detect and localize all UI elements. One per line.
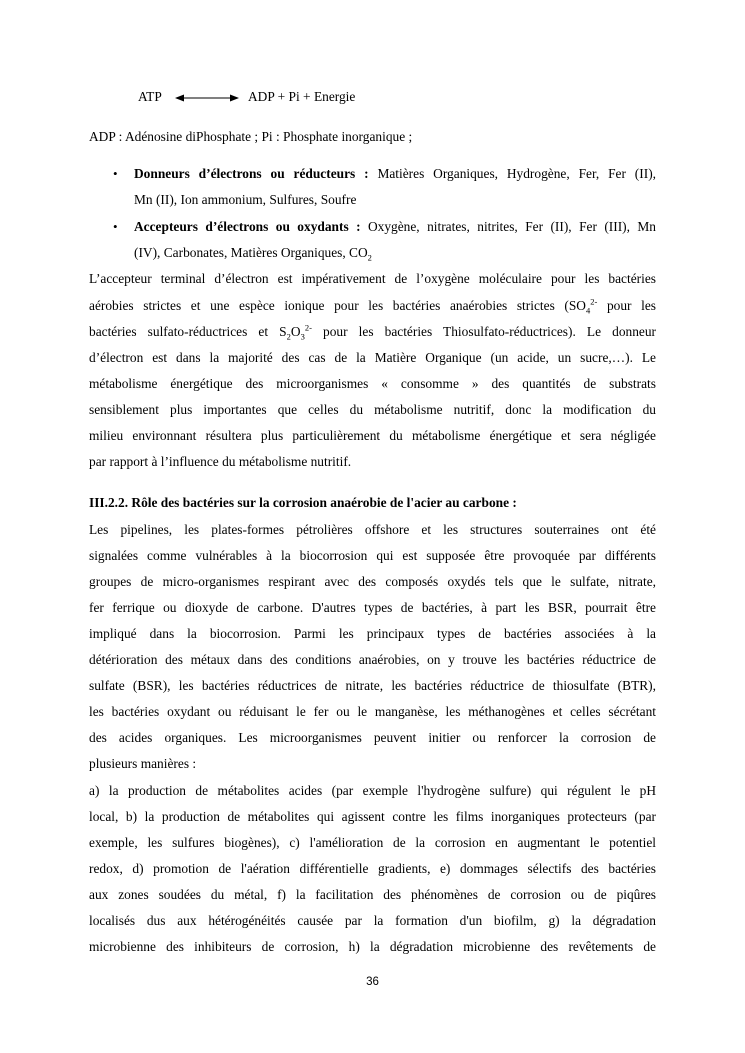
bullet-icon: • bbox=[113, 166, 118, 181]
section-heading: III.2.2. Rôle des bactéries sur la corrosion anaérobie de l'acier au carbone : bbox=[89, 495, 517, 510]
para2-line: des acides organiques. Les microorganismes peuvent initier ou renforcer la corrosion de bbox=[89, 730, 656, 745]
para3-line: a) la production de métabolites acides (par exemple l'hydrogène sulfure) qui régulent le pH bbox=[89, 783, 656, 798]
para3-line: local, b) la production de métabolites qui agissent contre les films inorganiques protecteurs (par bbox=[89, 809, 656, 824]
bullet-label: Accepteurs d’électrons ou oxydants : bbox=[134, 219, 361, 234]
para3-line: exemple, les sulfures biogènes), c) l'amélioration de la corrosion en augmentant le potentiel bbox=[89, 835, 656, 850]
para2-line: Les pipelines, les plates-formes pétrolières offshore et les structures souterraines ont été bbox=[89, 522, 656, 537]
para3-line: localisés dus aux hétérogénéités causée par la formation d'un biofilm, g) la dégradation bbox=[89, 913, 656, 928]
para1-line: d’électron est dans la majorité des cas de la Matière Organique (un acide, un sucre,…). Le bbox=[89, 350, 656, 365]
bullet-accepteurs-line2: (IV), Carbonates, Matières Organiques, $CO_2$ bbox=[134, 245, 372, 263]
bullet-donneurs-line1: Donneurs d’électrons ou réducteurs : Matières Organiques, Hydrogène, Fer, Fer (II), bbox=[134, 166, 656, 181]
para2-line: fer ferrique ou dioxyde de carbone. D'autres types de bactéries, à part les BSR, pourrait être bbox=[89, 600, 656, 615]
bullet-accepteurs-line1: Accepteurs d’électrons ou oxydants : Oxygène, nitrates, nitrites, Fer (II), Fer (III), Mn bbox=[134, 219, 656, 234]
para1-line: par rapport à l’influence du métabolisme nutritif. bbox=[89, 454, 352, 469]
atp-equation bbox=[0, 89, 745, 109]
equation-right: ADP + Pi + Energie bbox=[248, 89, 356, 104]
bullet-donneurs-line2: Mn (II), Ion ammonium, Sulfures, Soufre bbox=[134, 192, 357, 207]
para2-line: plusieurs manières : bbox=[89, 756, 197, 771]
definition-line: ADP : Adénosine diPhosphate ; Pi : Phosphate inorganique ; bbox=[89, 129, 413, 144]
para2-line: signalées comme vulnérables à la biocorrosion qui est supposée être provoquée par différents bbox=[89, 548, 656, 563]
para3-line: redox, d) promotion de l'aération différentielle gradients, e) dommages sélectifs des bactéries bbox=[89, 861, 656, 876]
para1-line: métabolisme énergétique des microorganismes « consomme » des quantités de substrats bbox=[89, 376, 656, 391]
double-arrow-icon bbox=[175, 92, 239, 104]
para1-line: sensiblement plus importantes que celles du métabolisme nutritif, donc la modification du bbox=[89, 402, 656, 417]
para2-line: groupes de micro-organismes respirant avec des composés oxydés tels que le sulfate, nitrate, bbox=[89, 574, 656, 589]
para2-line: impliqué dans la biocorrosion. Parmi les principaux types de bactéries associées à la bbox=[89, 626, 656, 641]
equation-left: ATP bbox=[138, 89, 162, 104]
para3-line: microbienne des inhibiteurs de corrosion, h) la dégradation microbienne des revêtements de bbox=[89, 939, 656, 954]
para2-line: les bactéries oxydant ou réduisant le fer ou le manganèse, les méthanogènes et celles sécrétant bbox=[89, 704, 656, 719]
para1-line: bactéries sulfato-réductrices et $S_2O_3^{2-}$ pour les bactéries Thiosulfato-réductrices). Le donneur bbox=[89, 322, 656, 342]
bullet-icon: • bbox=[113, 219, 118, 234]
para2-line: détérioration des métaux dans des conditions anaérobies, on y trouve les bactéries réductrice de bbox=[89, 652, 656, 667]
para1-line: aérobies strictes et une espèce ionique pour les bactéries anaérobies strictes ($SO_4^{2-}$ pour les bbox=[89, 296, 656, 316]
page-number: 36 bbox=[366, 976, 379, 988]
para3-line: aux zones soudées du métal, f) la facilitation des phénomènes de corrosion ou de piqûres bbox=[89, 887, 656, 902]
para1-line: milieu environnant résultera plus particulièrement du métabolisme énergétique et sera négligée bbox=[89, 428, 656, 443]
bullet-label: Donneurs d’électrons ou réducteurs : bbox=[134, 166, 369, 181]
para2-line: sulfate (BSR), les bactéries réductrices de nitrate, les bactéries réductrice de thiosulfate (BTR), bbox=[89, 678, 656, 693]
para1-line: L’accepteur terminal d’électron est impérativement de l’oxygène moléculaire pour les bactéries bbox=[89, 271, 656, 286]
